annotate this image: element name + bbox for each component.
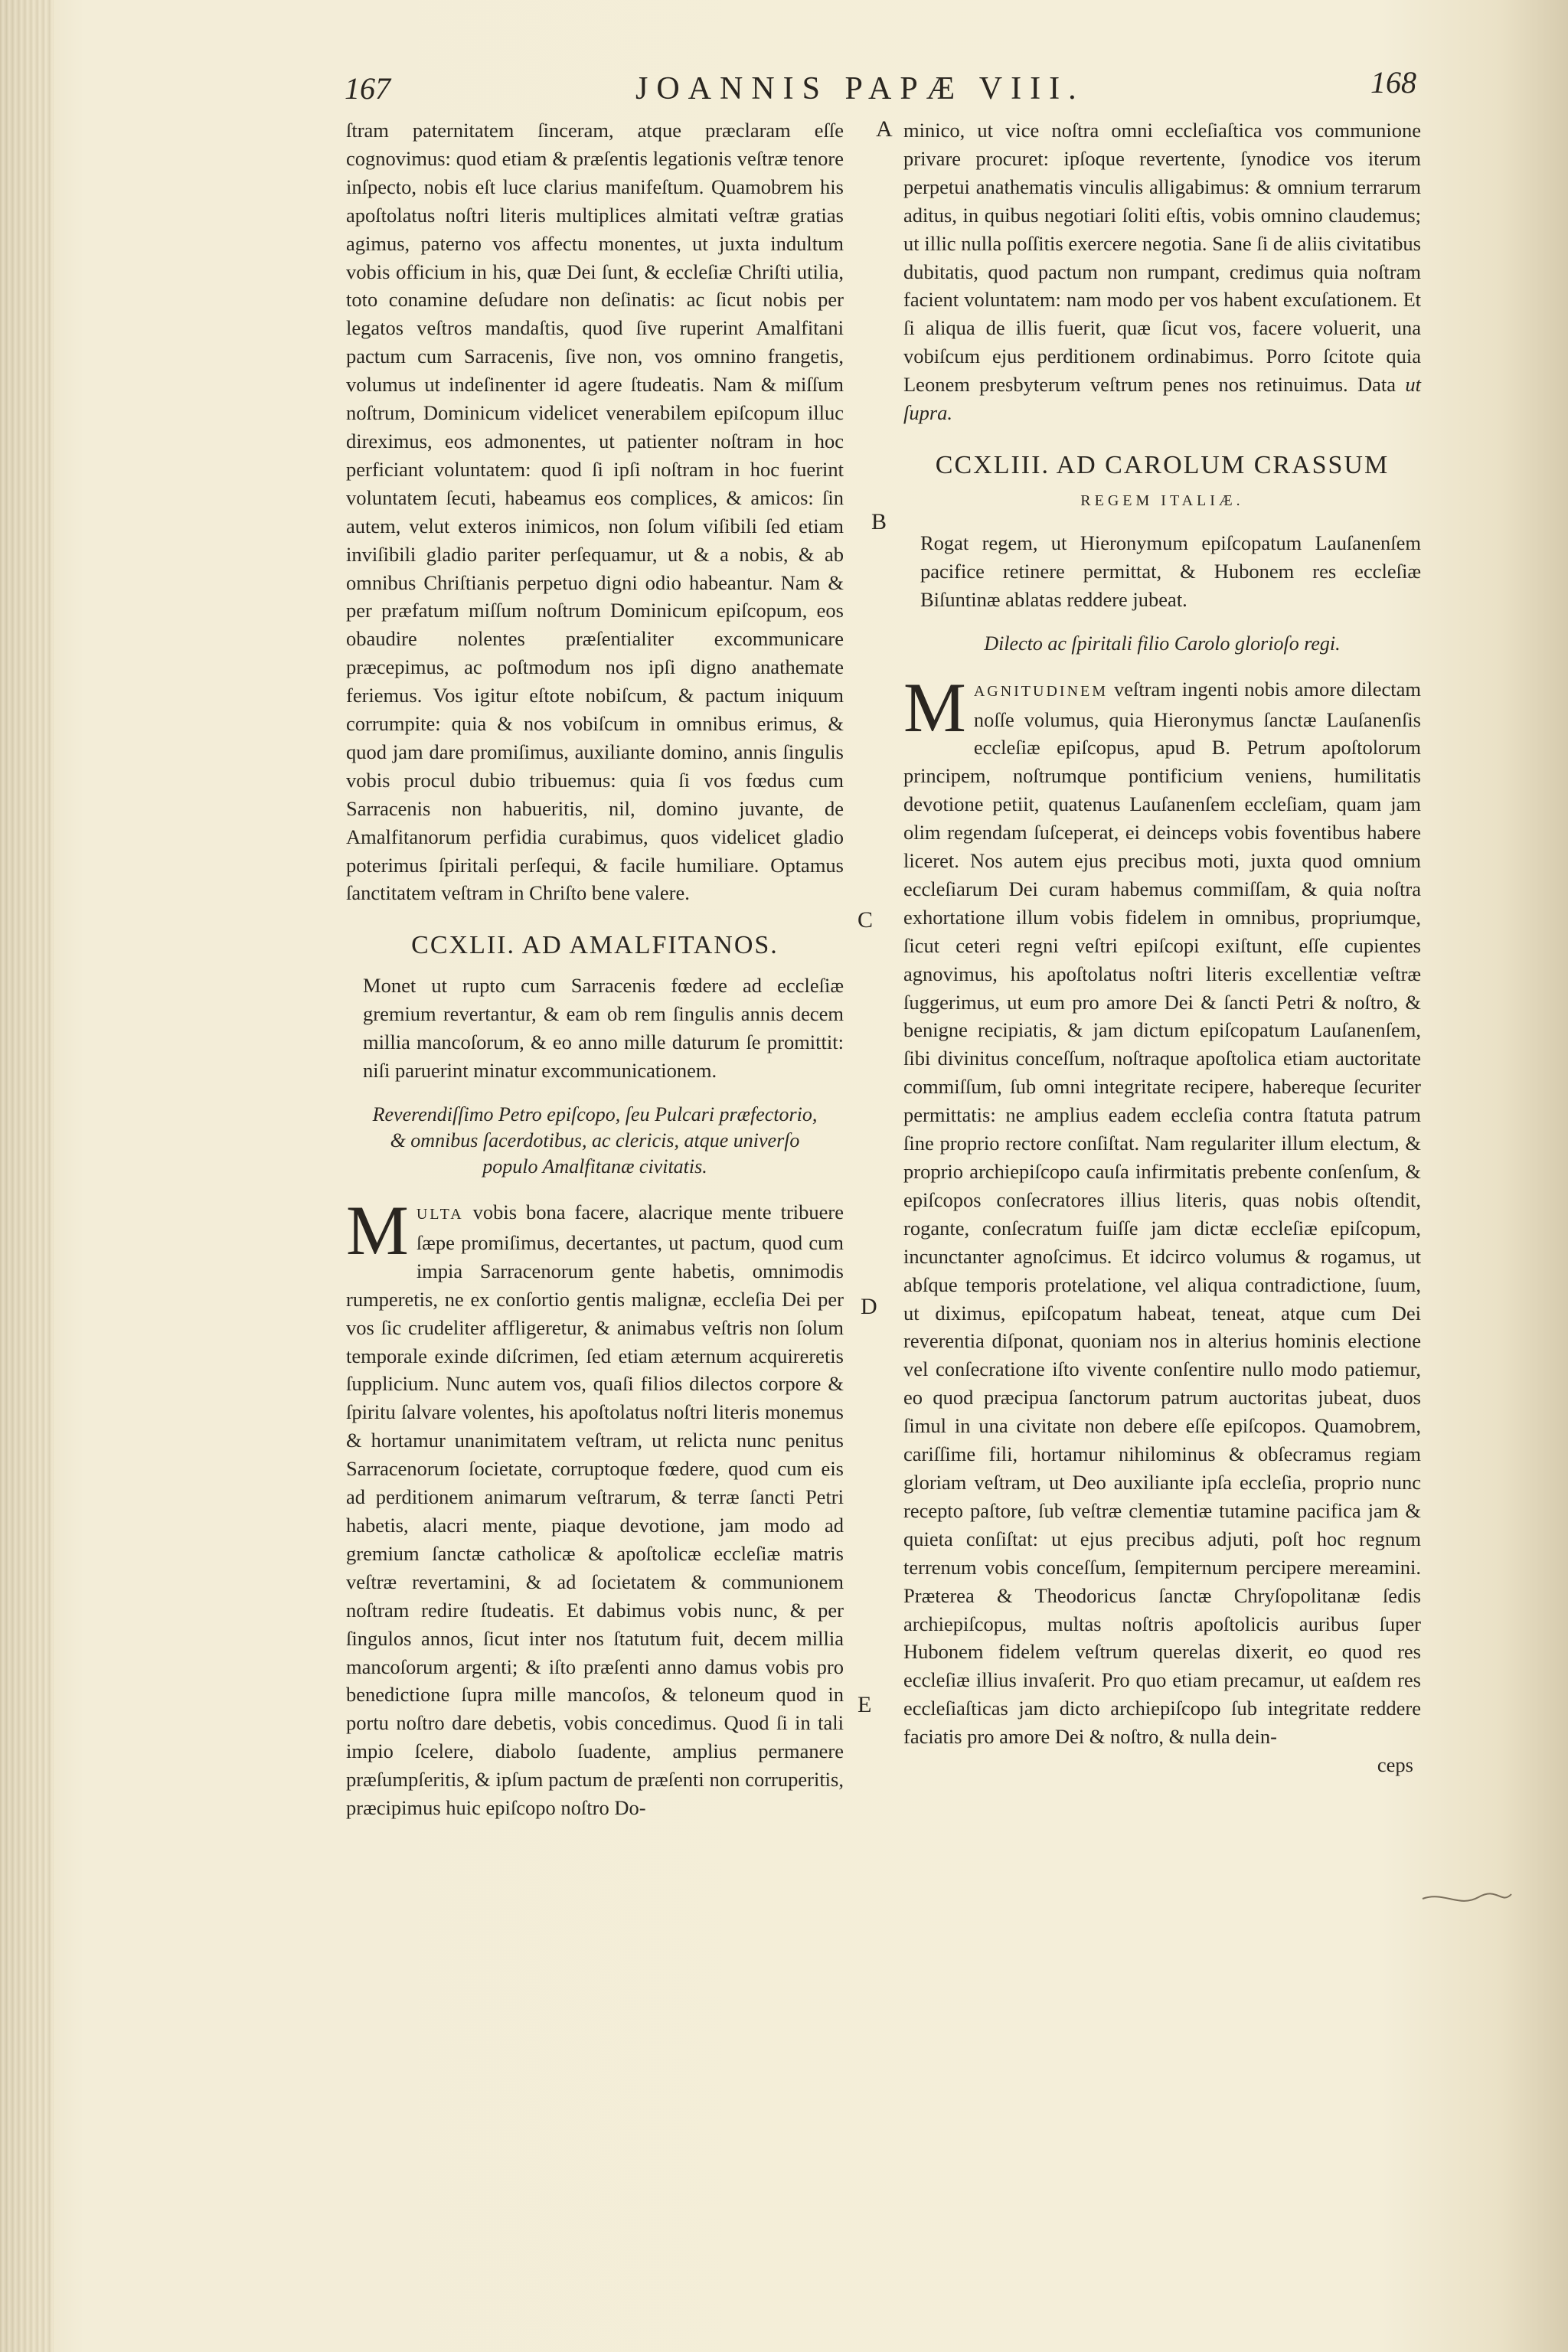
left-column bbox=[346, 116, 844, 1822]
epistle-heading-242: CCXLII. AD AMALFITANOS. bbox=[411, 931, 779, 960]
epistle-body-243 bbox=[903, 668, 1421, 1751]
book-gutter bbox=[0, 0, 54, 2352]
page-number-right: 168 bbox=[1370, 65, 1416, 100]
page-header bbox=[329, 65, 1568, 116]
salutation-242: Reverendiſſimo Petro epiſcopo, ſeu Pulcari præfectorio, & omnibus ſacerdotibus, ac clericis, atque univerſo populo Amalfitanæ civitatis. bbox=[372, 1103, 818, 1178]
epistle-body-242 bbox=[346, 1191, 844, 1822]
dropcap-m-243: M bbox=[903, 668, 966, 746]
pencil-mark-icon bbox=[1421, 1883, 1513, 1914]
catchword: ceps bbox=[1377, 1753, 1413, 1777]
running-head: JOANNIS PAPÆ VIII. bbox=[635, 71, 1085, 106]
right-intro-italic: ut ſupra. bbox=[903, 373, 1421, 425]
body-text-242: vobis bona facere, alacrique mente tribuere ſæpe promiſimus, decertantes, ut pactum, quod cum impia Sarracenorum gente habetis, omnimodis rumperetis, ne ex conſortio gentis malignæ, eccleſia Dei per vos ſic crudeliter affligeretur, & animabus veſtris non ſolum temporale exinde diſcrimen, ſed etiam æternum acquireretis ſupplicium. Nunc autem vos, quaſi filios dilectos corpore & ſpiritu ſalvare volentes, his apoſtolatus noſtri literis monemus & hortamur unanimitatem veſtram, ut relicta nunc penitus Sarracenorum ſocietate, corruptoque fœdere, quod cum eis ad perditionem animarum veſtrarum, & terræ ſancti Petri habetis, alacri mente, piaque devotione, jam modo ad gremium ſanctæ catholicæ & apoſtolicæ eccleſiæ matris veſtræ revertamini, & ad ſocietatem & communionem noſtram redire ſtudeatis. Et dabimus vobis nunc, & per ſingulos annos, ſicut inter nos ſtatutum fuit, decem millia mancoſorum argenti; & iſto præſenti anno damus vobis pro benedictione ſupra mille mancoſos, & teloneum quod in portu noſtro dare debetis, vobis concedimus. Quod ſi in tali impio ſcelere, diabolo ſuadente, amplius permanere præſumpſeritis, & ipſum pactum de præſenti non corruperitis, præcipimus huic epiſcopo noſtro Do- bbox=[346, 1200, 844, 1820]
epistle-summary-242 bbox=[346, 972, 844, 1085]
summary-text-242: Monet ut rupto cum Sarracenis fœdere ad eccleſiæ gremium revertantur, & eam ob rem ſingulis annis decem millia mancoſorum, & eo anno mille daturum ſe promittit: niſi paruerint minatur excommunicationem. bbox=[363, 974, 844, 1083]
salutation-243: Dilecto ac ſpiritali filio Carolo glorioſo regi. bbox=[984, 632, 1341, 655]
summary-text-243: Rogat regem, ut Hieronymum epiſcopatum Lauſanenſem pacifice retinere permittat, & Hubonem res eccleſiæ Biſuntinæ ablatas reddere jubeat. bbox=[920, 531, 1421, 611]
epistle-heading-243: CCXLIII. AD CAROLUM CRASSUM bbox=[935, 450, 1390, 479]
margin-letter-d: D bbox=[861, 1294, 877, 1319]
epistle-subheading-243: REGEM ITALIÆ. bbox=[1080, 492, 1244, 509]
right-column bbox=[903, 116, 1421, 1779]
first-word-243: AGNITUDINEM bbox=[973, 682, 1109, 700]
epistle-summary-243 bbox=[903, 529, 1421, 614]
margin-letter-a: A bbox=[876, 116, 893, 142]
first-word-242: ULTA bbox=[416, 1206, 464, 1223]
dropcap-m-242: M bbox=[346, 1191, 409, 1269]
margin-letter-c: C bbox=[858, 907, 874, 933]
margin-letter-b: B bbox=[871, 509, 887, 534]
right-intro-text bbox=[903, 116, 1421, 427]
body-text-243: veſtram ingenti nobis amore dilectam noſſe volumus, quia Hieronymus ſanctæ Lauſanenſis eccleſiæ epiſcopus, apud B. Petrum apoſtolorum principem, noſtrumque pontificium veniens, humilitatis devotione petiit, quatenus Lauſanenſem eccleſiam, quam jam olim regendam ſuſceperat, ei deinceps vobis foventibus habere liceret. Nos autem ejus precibus moti, juxta quod omnium eccleſiarum Dei curam habemus commiſſam, & quia noſtra exhortatione illum vobis fidelem in omnibus, propriumque, ſicut ceteri regni veſtri epiſcopi exiſtunt, eſſe cupientes agnovimus, his apoſtolatus noſtri literis excellentiæ veſtræ ſuggerimus, ut eum pro amore Dei & ſancti Petri & noſtro, & benigne recipiatis, & jam dictum epiſcopatum Lauſanenſem, ſibi divinitus conceſſum, noſtraque apoſtolica etiam auctoritate commiſſum, ſub omni integritate recipere, habereque ſecuriter permittatis: ne amplius eadem eccleſia contra ſtatuta patrum ſine proprio rectore conſiſtat. Nam regulariter illum electum, & proprio archiepiſcopo cauſa infirmitatis prebente conſenſum, & epiſcopos conſecratores illius literis, quas nobis oſtendit, rogante, conſecratum fuiſſe jam dictæ eccleſiæ epiſcopum, incunctanter agnoſcimus. Et idcirco volumus & rogamus, ut abſque temporis protelatione, vel aliqua contradictione, ſuum, ut diximus, epiſcopatum habeat, teneat, atque cum Dei reverentia diſponat, quoniam nos in alterius hominis electione vel conſecratione iſto vivente conſentire nullo modo patiemur, eo quod præcipua ſanctorum patrum auctoritas jubeat, duos ſimul in una civitate non debere eſſe epiſcopos. Quamobrem, cariſſime fili, hortamur nihilominus & obſecramus regiam gloriam veſtram, ut Deo auxiliante ipſa eccleſia, proprio nunc recepto paſtore, ſub veſtræ clementiæ tutamine pacifica jam & quieta conſiſtat: ut ejus precibus adjuti, poſt hoc regnum terrenum vobis conceſſum, ſempiternum percipere mereamini. Præterea & Theodoricus ſanctæ Chryſopolitanæ ſedis archiepiſcopus, multas noſtris apoſtolicis auribus ſuper Hubonem fidelem veſtrum querelas dixerit, eo quod res eccleſiæ illius invaſerit. Pro quo etiam precamur, ut eaſdem res eccleſiaſticas jam dicto archiepiſcopo ſub integritate reddere faciatis pro amore Dei & noſtro, & nulla dein- bbox=[903, 677, 1421, 1749]
margin-letter-e: E bbox=[858, 1692, 872, 1717]
right-intro-body: minico, ut vice noſtra omni eccleſiaſtica vos communione privare procuret: ipſoque revertente, ſynodice vos iterum perpetui anathematis vinculis alligabimus: & omnium terrarum aditus, in quibus negotiari ſoliti eſtis, vobis omnino claudemus; ut illic nulla poſſitis exercere negotia. Sane ſi de aliis civitatibus dubitatis, quod pactum non rumpant, credimus quia noſtram facient voluntatem: nam modo per vos habent excuſationem. Et ſi aliqua de illis fuerit, quæ ſicut vos, facere voluerit, una vobiſcum ejus perditionem ordinabimus. Porro ſcitote quia Leonem presbyterum veſtrum penes nos retinuimus. Data bbox=[903, 119, 1421, 397]
page-number-left: 167 bbox=[345, 71, 390, 106]
left-intro-text: ſtram paternitatem ſinceram, atque præclaram eſſe cognovimus: quod etiam & præſentis legationis veſtræ tenore inſpecto, nobis eſt luce clarius manifeſtum. Quamobrem his apoſtolatus noſtri literis multiplices almitati veſtræ gratias agimus, paterno vos affectu monentes, ut juxta indultum vobis officium in his, quæ Dei ſunt, & eccleſiæ Chriſti utilia, toto conamine deſudare non deſinatis: ac ſicut nobis per legatos veſtros mandaſtis, quod ſive ruperint Amalfitani pactum cum Sarracenis, ſive non, vos omnino frangetis, volumus ut indeſinenter id agere ſtudeatis. Nam & miſſum noſtrum, Dominicum videlicet venerabilem epiſcopum illuc direximus, eos admonentes, ut patienter noſtram in hoc perficiant voluntatem: quod ſi ipſi noſtram in hoc fuerint voluntatem ſecuti, habeamus eos complices, & amicos: ſin autem, velut exteros inimicos, non ſolum viſibili ſed etiam inviſibili gladio pariter perſequamur, ut & a nobis, & ab omnibus Chriſtianis perpetuo digni odio habeantur. Nam & per præfatum miſſum noſtrum Dominicum epiſcopum, eos obaudire nolentes præſentialiter excommunicare præcepimus, ac poſtmodum nos ipſi digno anathemate feriemus. Vos igitur eſtote nobiſcum, & pactum iniquum corrumpite: quia & nos vobiſcum in omnibus erimus, & quod jam dare promiſimus, auxiliante domino, annis ſingulis vobis procul dubio tribuemus: quia ſi vos fœdus cum Sarracenis non habueritis, nil, domino juvante, de Amalfitanorum perfidia curabimus, quos videlicet gladio poterimus ſpiritali perſequi, & facile humiliare. Optamus ſanctitatem veſtram in Chriſto bene valere. bbox=[346, 119, 844, 905]
